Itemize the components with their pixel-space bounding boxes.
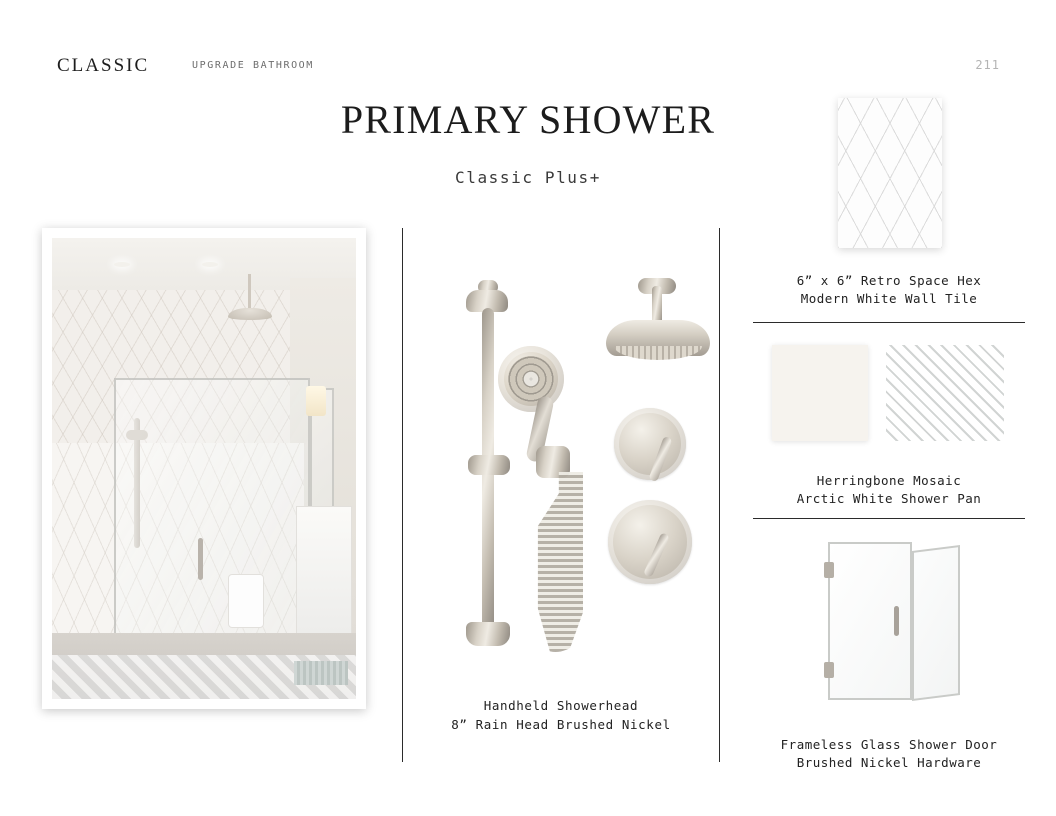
- shower-door-handle: [894, 606, 899, 636]
- wall-tile-caption: [753, 272, 1025, 308]
- arctic-white-paint-swatch: [772, 345, 868, 441]
- diverter-trim: [614, 408, 686, 480]
- wall-tile-swatch: [838, 98, 942, 248]
- center-caption: [402, 696, 720, 734]
- photo-basket: [228, 574, 264, 628]
- shower-hose: [528, 472, 583, 652]
- shower-door-hinge-icon: [824, 562, 834, 578]
- center-caption-line-2: 8” Rain Head Brushed Nickel: [451, 717, 671, 732]
- photo-wall-sconce: [306, 386, 326, 416]
- ceiling-light-icon: [202, 262, 218, 267]
- photo-vanity: [296, 506, 352, 642]
- divider-horizontal-bottom: [753, 518, 1025, 519]
- shower-door-caption-line-2: Brushed Nickel Hardware: [796, 755, 982, 770]
- frameless-shower-door-image: [818, 538, 966, 710]
- handheld-showerhead-icon: [498, 346, 564, 412]
- center-caption-line-1: Handheld Showerhead: [483, 698, 639, 713]
- handheld-spray-face: [508, 356, 554, 402]
- photo-rain-head: [228, 308, 272, 320]
- section-label: UPGRADE BATHROOM: [192, 60, 314, 71]
- slide-bar-slider: [468, 455, 510, 475]
- page-number: 211: [975, 58, 1000, 72]
- photo-canvas: [52, 238, 356, 699]
- primary-shower-room-photo: [42, 228, 366, 709]
- wall-tile-caption-line-2: Modern White Wall Tile: [800, 291, 978, 306]
- divider-horizontal-top: [753, 322, 1025, 323]
- shower-fixtures-illustration: [410, 250, 710, 680]
- shower-door-pane: [828, 542, 912, 700]
- shower-pan-caption-line-1: Herringbone Mosaic: [816, 473, 962, 488]
- shower-pan-caption: [753, 472, 1025, 508]
- photo-rain-arm: [248, 274, 251, 312]
- photo-door-handle: [198, 538, 203, 580]
- herringbone-mosaic-swatch: [886, 345, 1004, 441]
- page-title: PRIMARY SHOWER: [340, 97, 716, 142]
- divider-vertical-left: [402, 228, 403, 762]
- shower-door-caption: [753, 736, 1025, 772]
- divider-vertical-right: [719, 228, 720, 762]
- rain-showerhead-face: [614, 346, 702, 360]
- ceiling-light-icon: [114, 262, 130, 267]
- shower-door-hinge-icon: [824, 662, 834, 678]
- wall-tile-caption-line-1: 6” x 6” Retro Space Hex: [796, 273, 982, 288]
- photo-bath-mat: [294, 661, 348, 685]
- shower-door-caption-line-1: Frameless Glass Shower Door: [780, 737, 998, 752]
- shower-pan-caption-line-2: Arctic White Shower Pan: [796, 491, 982, 506]
- page-subtitle: Classic Plus+: [454, 168, 602, 187]
- slide-bar-bottom-bracket: [466, 622, 510, 646]
- shower-door-side-panel: [912, 545, 960, 701]
- brand-logo: CLASSIC: [57, 55, 150, 76]
